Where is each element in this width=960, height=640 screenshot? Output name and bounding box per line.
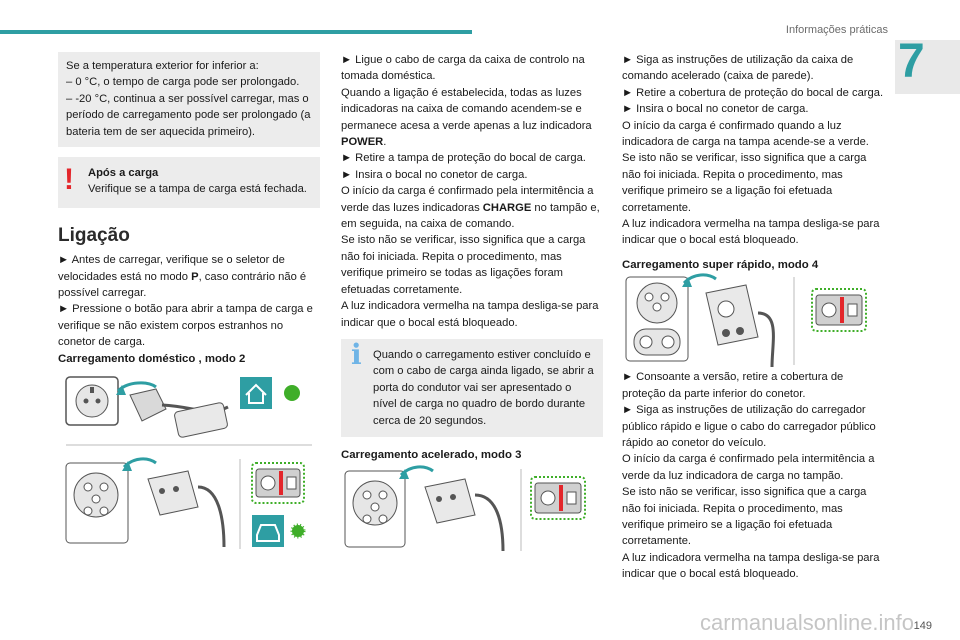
para-red-light: A luz indicadora vermelha na tampa desliga-se para indicar que o bocal está bloqueado.: [622, 218, 880, 247]
info-icon: i: [351, 337, 362, 371]
charging-gun-icon: [399, 467, 503, 551]
power-green-light-icon: [284, 385, 300, 401]
mode-2-illustration: [58, 367, 320, 557]
domestic-socket-icon: [66, 377, 118, 425]
warning-icon: !: [64, 163, 74, 197]
temperature-note-box: [58, 52, 320, 147]
para-public-charger: ► Siga as instruções de utilização do carregador público rápido e ligue o cabo do carregador público rápido ao conetor do veículo.: [622, 404, 876, 449]
para-charge-confirmed-mode4: O início da carga é confirmado pela intermitência a verde da luz indicadora de carga no tampão.: [622, 453, 875, 482]
subheading-mode-4: Carregamento super rápido, modo 4: [622, 258, 819, 271]
charge-lock-indicator-icon: [252, 463, 304, 503]
para-remove-cover: ► Retire a cobertura de proteção do bocal de carga.: [622, 86, 884, 99]
column-1: [58, 52, 320, 557]
vehicle-ccs-port-icon: [626, 277, 688, 361]
mode-4-illustration: [622, 273, 884, 369]
para-red-light-mode4: A luz indicadora vermelha na tampa desliga-se para indicar que o bocal está bloqueado.: [622, 551, 880, 581]
para-not-started: Se isto não se verificar, isso significa que a carga não foi iniciada. Repita o procedimento, mas verifique primeiro se todas as ligações foram efetuadas corretamente.: [341, 234, 586, 296]
charge-lock-indicator-icon: [812, 289, 866, 331]
para-connection-established: Quando a ligação é estabelecida, todas as luzes indicadoras na caixa de comando acendem-se e permanece acesa a verde apenas a luz indicadora POWER.: [341, 86, 592, 149]
watermark: carmanualsonline.info: [700, 610, 915, 635]
info-box: [341, 339, 603, 437]
header-accent-bar: [0, 30, 472, 34]
para-remove-lower-cover: ► Consoante a versão, retire a cobertura de proteção da parte inferior do conetor.: [622, 371, 844, 400]
para-plug-control-box: ► Ligue o cabo de carga da caixa de controlo na tomada doméstica.: [341, 54, 585, 83]
section-heading: Ligação: [58, 224, 130, 246]
vehicle-charging-port-icon: [66, 463, 128, 543]
section-title: Informações práticas: [785, 24, 888, 36]
para-remove-cap: ► Retire a tampa de proteção do bocal de carga.: [341, 152, 586, 165]
para-charge-confirmed: O início da carga é confirmado quando a luz indicadora de carga na tampa acende-se a verde.: [622, 119, 869, 149]
para-charge-confirmed: O início da carga é confirmado pela intermitência a verde das luzes indicadoras CHARGE no tampão e, em seguida, na caixa de comando.: [341, 185, 600, 231]
warning-title: Após a carga: [88, 167, 159, 180]
para-open-flap: ► Pressione o botão para abrir a tampa de carga e verifique se não existem corpos estranhos no conetor de carga.: [58, 303, 313, 349]
para-red-light: A luz indicadora vermelha na tampa desliga-se para indicar que o bocal está bloqueado.: [341, 300, 599, 329]
para-not-started-mode4: Se isto não se verificar, isso significa que a carga não foi iniciada. Repita o procedimento, mas verifique primeiro se a ligação foi efetuada corretamente.: [622, 486, 867, 548]
charging-gun-icon: [122, 459, 224, 547]
vehicle-charging-port-icon: [345, 471, 405, 547]
para-not-started: Se isto não se verificar, isso significa que a carga não foi iniciada. Repita o procedimento, mas verifique primeiro se a ligação foi efetuada corretamente.: [622, 152, 867, 214]
subheading-mode-2: Carregamento doméstico , modo 2: [58, 352, 246, 365]
temp-line-1: Se a temperatura exterior for inferior a:: [66, 60, 259, 72]
para-wallbox-instructions: ► Siga as instruções de utilização da caixa de comando acelerado (caixa de parede).: [622, 54, 854, 83]
info-text: Quando o carregamento estiver concluído e com o cabo de carga ainda ligado, se abrir a porta do condutor vai ser apresentado o nível de carga no quadro de bordo durante cerca de 20 segundos.: [373, 348, 594, 427]
home-icon: [240, 377, 272, 409]
para-gear-selector: ► Antes de carregar, verifique se o seletor de velocidades está no modo P, caso contrário não é possível carregar.: [58, 254, 307, 300]
para-insert-nozzle: ► Insira o bocal no conetor de carga.: [622, 103, 809, 116]
ccs-charging-gun-icon: [682, 275, 773, 367]
domestic-plug-icon: [116, 383, 228, 438]
temp-line-3: – -20 °C, continua a ser possível carregar, mas o período de carregamento pode ser prolongado (a bateria tem de ser aquecida primeiro).: [66, 92, 311, 138]
column-2: [341, 52, 603, 553]
charge-green-light-icon: [292, 525, 304, 537]
subheading-mode-3: Carregamento acelerado, modo 3: [341, 448, 522, 461]
page-number: 149: [913, 620, 932, 632]
column-3: [622, 52, 884, 583]
temp-line-2: – 0 °C, o tempo de carga pode ser prolongado.: [66, 76, 300, 89]
charge-lock-indicator-icon: [531, 477, 585, 519]
para-insert-nozzle: ► Insira o bocal no conetor de carga.: [341, 168, 528, 181]
warning-text: Verifique se a tampa de carga está fechada.: [88, 183, 307, 196]
car-icon: [252, 515, 284, 547]
chapter-number: 7: [898, 35, 925, 88]
mode-3-illustration: [341, 463, 603, 553]
warning-box: [58, 157, 320, 208]
